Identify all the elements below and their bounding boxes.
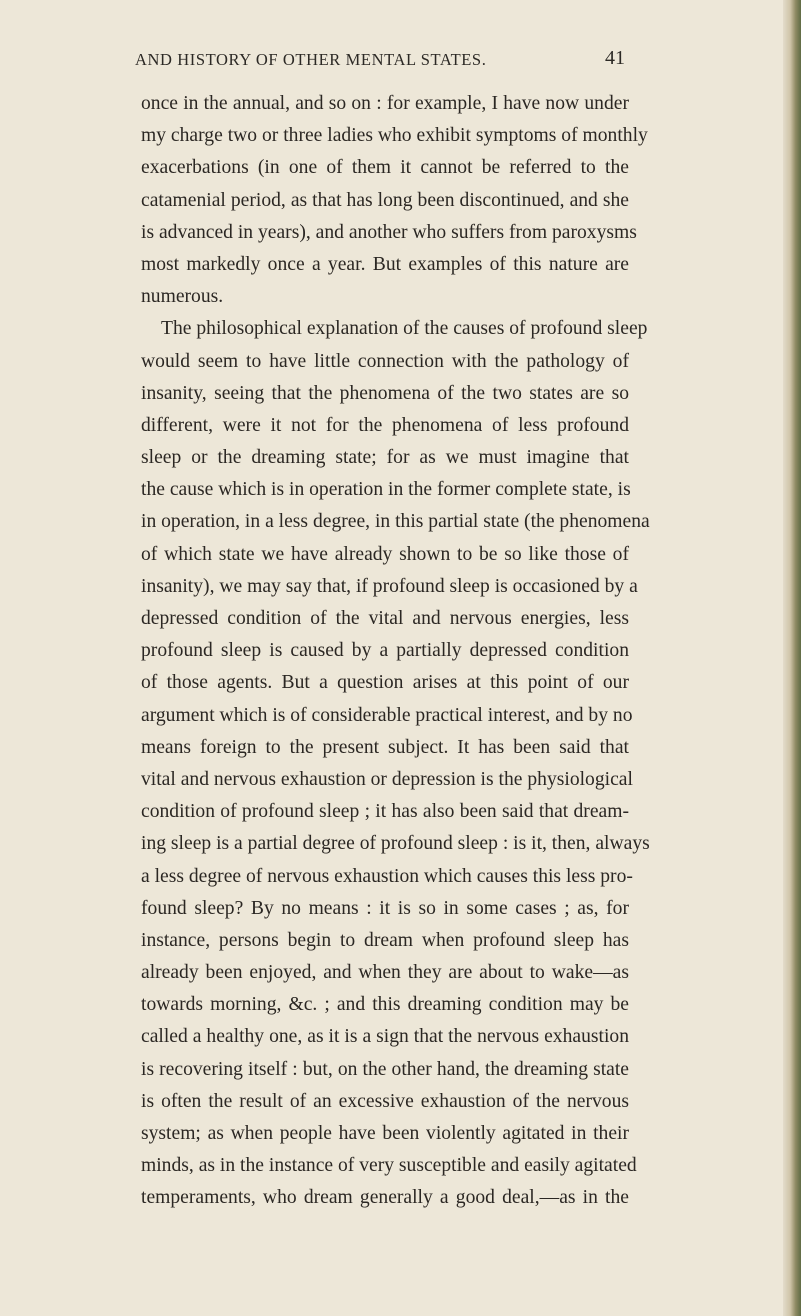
text-line: temperaments, who dream generally a good deal,—as in the [141,1187,629,1209]
body-text [141,88,650,1215]
text-line: of those agents. But a question arises at this point of our [141,672,629,694]
page-header [135,47,625,74]
text-line: a less degree of nervous exhaustion which causes this less pro- [141,865,633,887]
text-line: argument which is of considerable practical interest, and by no [141,704,633,726]
text-line: insanity, seeing that the phenomena of the two states are so [141,382,629,404]
text-line: my charge two or three ladies who exhibit symptoms of monthly [141,125,648,147]
text-line: the cause which is in operation in the former complete state, is [141,479,631,501]
text-line: sleep or the dreaming state; for as we must imagine that [141,447,629,469]
text-line: numerous. [141,286,224,308]
text-line: system; as when people have been violently agitated in their [141,1123,629,1144]
text-line: already been enjoyed, and when they are about to wake—as [141,962,629,984]
text-line: in operation, in a less degree, in this partial state (the phenomena [141,511,650,533]
text-line: different, were it not for the phenomena of less profound [141,414,629,436]
text-line: ing sleep is a partial degree of profound sleep : is it, then, always [141,833,650,855]
text-line: towards morning, &c. ; and this dreaming condition may be [141,994,629,1016]
text-line: catamenial period, as that has long been discontinued, and she [141,189,629,211]
text-line: is recovering itself : but, on the other hand, the dreaming state [141,1058,629,1080]
running-title: AND HISTORY OF OTHER MENTAL STATES. [135,50,487,69]
text-line: found sleep? By no means : it is so in some cases ; as, for [141,897,629,919]
text-line: instance, persons begin to dream when profound sleep has [141,929,629,951]
text-line: once in the annual, and so on : for example, I have now under [141,93,629,114]
page-edge-shadow [783,0,801,1316]
page-number: 41 [605,47,625,69]
text-line: insanity), we may say that, if profound sleep is occasioned by a [141,575,638,597]
text-line: exacerbations (in one of them it cannot be referred to the [141,157,629,179]
text-line: would seem to have little connection with the pathology of [141,350,629,372]
text-line: condition of profound sleep ; it has also been said that dream- [141,801,629,823]
text-line: is advanced in years), and another who suffers from paroxysms [141,221,637,243]
paragraph-start-line: The philosophical explanation of the causes of profound sleep [161,318,648,340]
text-line: means foreign to the present subject. It has been said that [141,736,629,758]
text-line: of which state we have already shown to be so like those of [141,543,629,565]
text-line: depressed condition of the vital and nervous energies, less [141,608,629,629]
text-line: is often the result of an excessive exhaustion of the nervous [141,1090,629,1112]
text-line: most markedly once a year. But examples of this nature are [141,253,629,275]
text-line: vital and nervous exhaustion or depression is the physiological [141,768,633,790]
text-line: called a healthy one, as it is a sign that the nervous exhaustion [141,1026,629,1048]
text-line: minds, as in the instance of very susceptible and easily agitated [141,1155,637,1177]
text-line: profound sleep is caused by a partially depressed condition [141,640,629,662]
